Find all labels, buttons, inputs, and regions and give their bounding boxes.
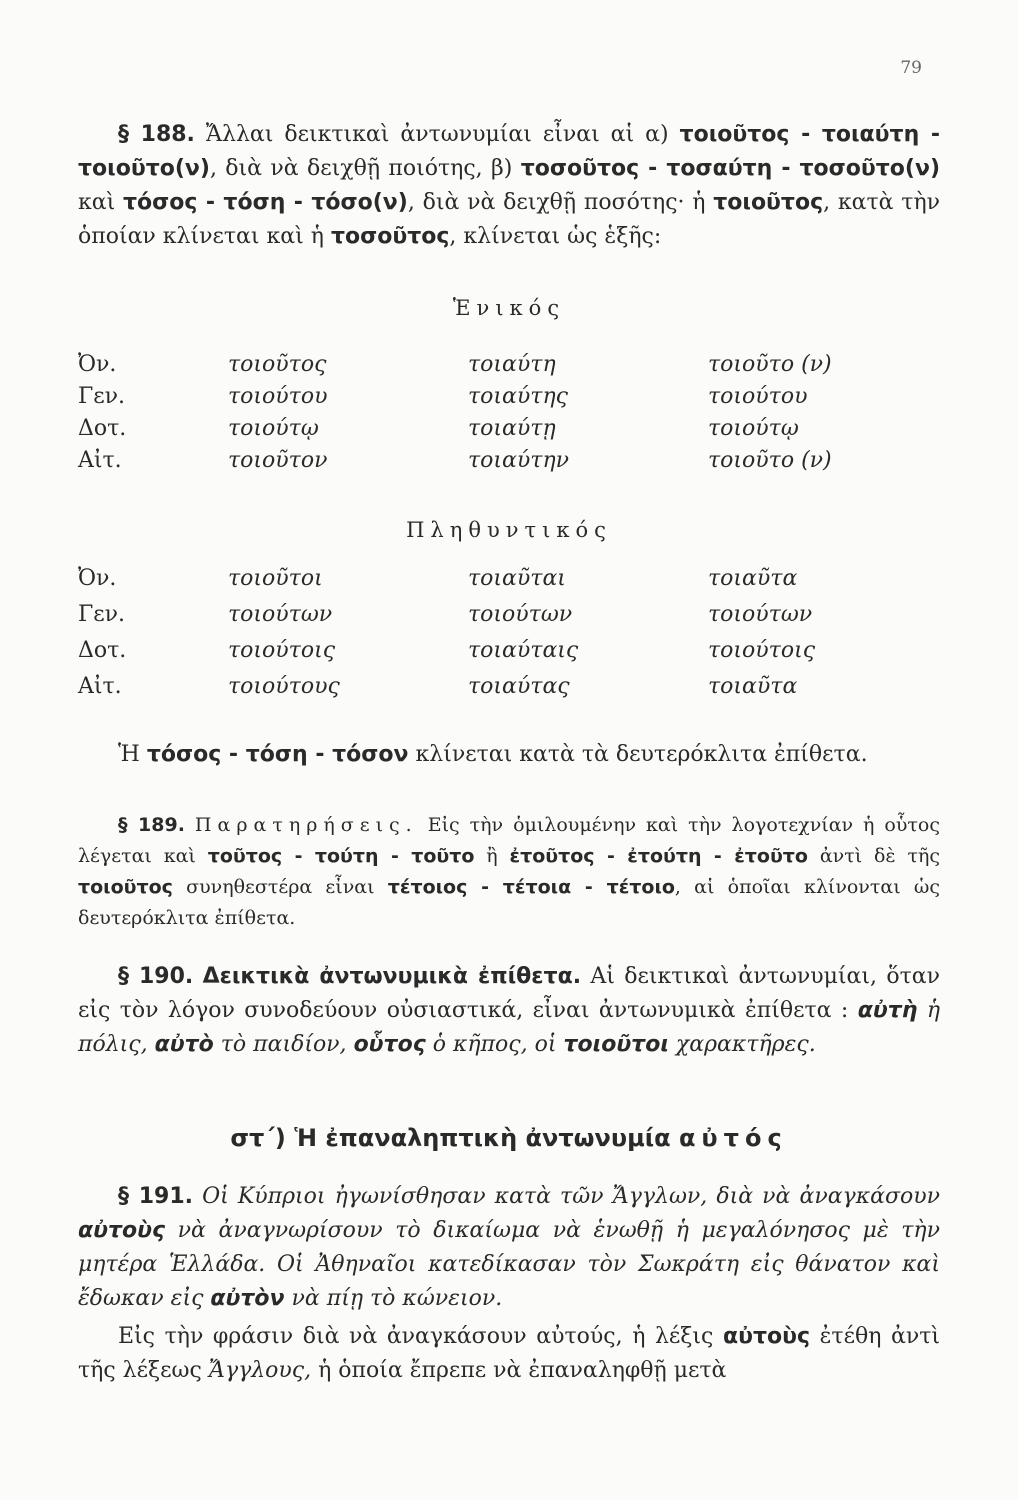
paragraph-189 [78,810,940,934]
text: κλίνεται κατὰ τὰ δευτερόκλιτα ἐπίθετα. [415,742,868,767]
italic-text: τὸ παιδίον, [220,1032,347,1057]
text: , κλίνεται ὡς ἑξῆς: [449,224,662,249]
text: Ἡ [118,742,140,767]
declension-form: τοιαύτας [468,674,570,699]
case-label: Δοτ. [78,638,127,663]
declension-form: τοιαῦτα [708,566,798,591]
text: Ἄλλαι δεικτικαὶ ἀντωνυμίαι εἶναι αἱ α) [205,122,669,147]
text: ἢ [486,845,498,867]
declension-row [78,674,938,706]
case-label: Αἰτ. [78,448,122,473]
text: Εἰς τὴν φράσιν διὰ νὰ ἀναγκάσουν αὐτούς, ἡ λέξις [118,1324,714,1349]
bold-term: τόσος - τόση - τόσον [146,742,409,767]
section-word: αὐτός [678,1124,788,1152]
bold-term: τοιοῦτος [713,190,824,215]
declension-form: τοιοῦτον [228,448,328,473]
declension-form: τοιούτων [228,602,333,627]
italic-text: Ἄγγλους, [208,1358,312,1383]
bold-term: τόσος - τόση - τόσο(ν) [123,190,408,215]
case-label: Αἰτ. [78,674,122,699]
case-label: Γεν. [78,602,126,627]
bold-term: ἐτοῦτος - ἐτούτη - ἐτοῦτο [509,845,808,867]
italic-text: ὁ κῆπος, [432,1032,528,1057]
bold-term: αὐτὸ [154,1032,214,1057]
declension-form: τοιοῦτο (ν) [708,352,832,377]
declension-form: τοιαῦτα [708,674,798,699]
declension-form: τοιούτου [708,384,808,409]
paragraph-191 [78,1180,940,1316]
bold-term: τοσοῦτος - τοσαύτη - τοσοῦτο(ν) [520,156,940,181]
declension-row [78,566,938,598]
plural-heading: Πληθυντικός [406,518,612,542]
text: , κατὰ τὴν ὁποίαν κλίνεται καὶ ἡ [78,190,940,249]
section-number-189: § 189. [118,814,185,836]
declension-form: τοιούτους [228,674,340,699]
paragraph-191-note [78,1320,940,1388]
declension-form: τοιούτοις [708,638,816,663]
text: Αἱ δεικτικαὶ ἀντωνυμίαι, ὅταν εἰς τὸν λόγον συνοδεύουν οὐσιαστικά, εἶναι ἀντωνυμικὰ ἐπίθετα : [78,964,940,1023]
paragraph-190 [78,960,940,1062]
remarks-label: Παρατηρήσεις. [194,814,418,836]
declension-form: τοιοῦτος [228,352,327,377]
declension-form: τοιούτῳ [228,416,319,441]
section-title-190: Δεικτικὰ ἀντωνυμικὰ ἐπίθετα. [202,964,582,989]
bold-term: τοῦτος - τούτη - τοῦτο [207,845,475,867]
page-number: 79 [900,58,922,78]
italic-text: νὰ ἀναγνωρίσουν τὸ δικαίωμα νὰ ἑνωθῇ ἡ μεγαλόνησος μὲ τὴν μητέρα Ἑλλάδα. Οἱ Ἀθηναῖοι κατεδίκασαν τὸν Σωκράτη εἰς θάνατον καὶ ἔδωκαν εἰς [78,1218,940,1311]
declension-form: τοιαῦται [468,566,566,591]
text: , αἱ ὁποῖαι κλίνονται ὡς δευτερόκλιτα ἐπίθετα. [78,876,940,929]
declension-form: τοιούτῳ [708,416,799,441]
tosos-note [78,738,940,772]
declension-row [78,352,938,384]
text: ἡ ὁποία ἔπρεπε νὰ ἐπαναληφθῇ μετὰ [318,1358,727,1383]
case-label: Γεν. [78,384,126,409]
bold-term: τοιοῦτος - τοιαύτη - τοιοῦτο(ν) [78,122,940,181]
bold-term: τοσοῦτος [330,224,450,249]
text: Εἰς τὴν ὁμιλουμένην καὶ τὴν λογοτεχνίαν ἡ οὗτος λέγεται καὶ [78,814,940,867]
bold-term: αὐτὴ [857,998,918,1023]
case-label: Δοτ. [78,416,127,441]
declension-form: τοιαύταις [468,638,579,663]
text: συνηθεστέρα εἶναι [186,876,375,898]
italic-text: Οἱ Κύπριοι ἠγωνίσθησαν κατὰ τῶν Ἄγγλων, διὰ νὰ ἀναγκάσουν [202,1184,940,1209]
declension-form: τοιοῦτοι [228,566,323,591]
bold-term: τοιοῦτοι [563,1032,669,1057]
section-number-188: § 188. [118,122,195,147]
bold-term: τέτοιος - τέτοια - τέτοιο [387,876,675,898]
declension-row [78,602,938,634]
declension-form: τοιούτων [468,602,573,627]
declension-form: τοιαύτης [468,384,568,409]
section-title-st [0,1124,1018,1152]
text: , διὰ νὰ δειχθῇ ποιότης, β) [209,156,513,181]
declension-form: τοιοῦτο (ν) [708,448,832,473]
text: καὶ [78,190,116,215]
section-label: στ΄) Ἡ ἐπαναληπτικὴ ἀντωνυμία [230,1124,671,1152]
declension-row [78,638,938,670]
text: ἐτέθη ἀντὶ τῆς λέξεως [78,1324,941,1383]
bold-term: τοιοῦτος [78,876,173,898]
declension-form: τοιαύτη [468,352,556,377]
declension-row [78,416,938,448]
case-label: Ὀν. [78,566,117,591]
italic-text: οἱ [534,1032,557,1057]
declension-form: τοιαύτην [468,448,569,473]
declension-row [78,448,938,480]
bold-term: οὗτος [353,1032,426,1057]
section-number-191: § 191. [118,1184,194,1209]
declension-row [78,384,938,416]
bold-term: αὐτοὺς [722,1324,810,1349]
declension-form: τοιούτοις [228,638,336,663]
bold-term: αὐτὸν [210,1286,285,1311]
declension-form: τοιούτων [708,602,813,627]
text: , διὰ νὰ δειχθῇ ποσότης· ἡ [407,190,706,215]
case-label: Ὀν. [78,352,117,377]
italic-text: χαρακτῆρες. [675,1032,816,1057]
text: ἀντὶ δὲ τῆς [819,845,940,867]
italic-text: ἡ πόλις, [78,998,940,1057]
italic-text: νὰ πίῃ τὸ κώνειον. [291,1286,503,1311]
bold-term: αὐτοὺς [78,1218,166,1243]
singular-heading: Ἑνικός [452,296,566,320]
declension-form: τοιαύτῃ [468,416,556,441]
section-number-190: § 190. [118,964,194,989]
declension-form: τοιούτου [228,384,328,409]
paragraph-188 [78,118,940,254]
